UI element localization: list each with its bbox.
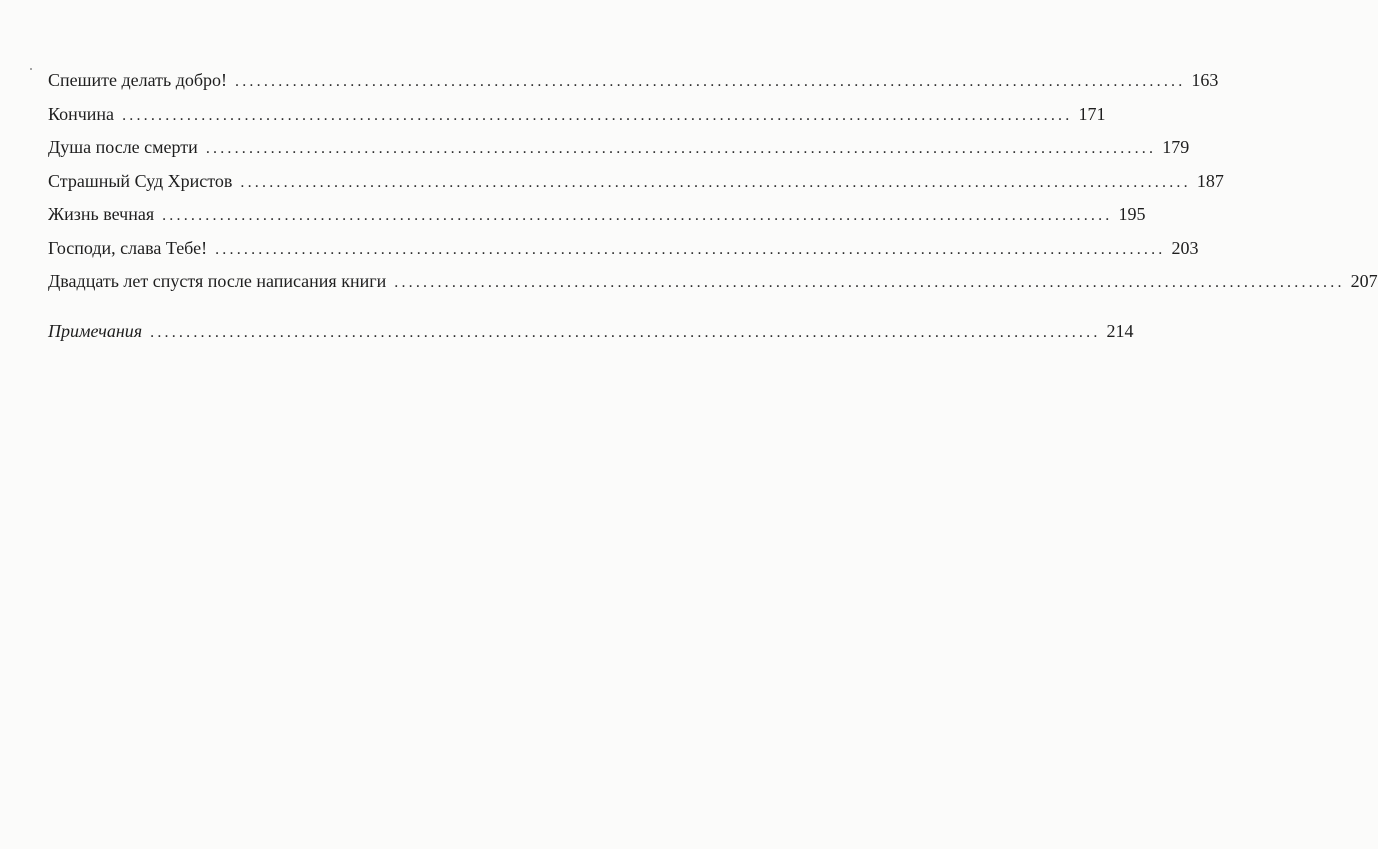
toc-entry-title: Жизнь вечная	[48, 204, 155, 224]
toc-entry-page-number: 214	[1106, 320, 1134, 341]
toc-entry-title: Примечания	[48, 320, 143, 341]
toc-entry-title: Душа после смерти	[48, 137, 198, 157]
toc-entry-title: Двадцать лет спустя после написания книги	[48, 271, 387, 291]
toc-entry-page-number: 203	[1171, 237, 1199, 258]
toc-entry-page-number: 163	[1191, 70, 1219, 90]
toc-entry-title: Господи, слава Тебе!	[48, 237, 208, 258]
toc-entry	[48, 234, 1199, 268]
toc-entry	[48, 267, 1378, 301]
paper-speck	[30, 68, 32, 70]
toc-entry	[48, 167, 1224, 201]
toc-entry-notes	[48, 317, 1134, 351]
toc-entry-title: Спешите делать добро!	[48, 70, 228, 90]
toc-entry	[48, 200, 1146, 234]
toc-entry-page-number: 187	[1196, 170, 1224, 191]
dot-leader: ....................................................................................................................................	[240, 173, 1191, 191]
dot-leader: ....................................................................................................................................	[205, 140, 1157, 157]
toc-entry	[48, 133, 1190, 167]
toc-entry-title: Кончина	[48, 103, 115, 124]
toc-entry-page-number: 171	[1078, 103, 1106, 124]
dot-leader: ....................................................................................................................................	[215, 240, 1166, 258]
dot-leader: ....................................................................................................................................	[150, 323, 1101, 341]
table-of-contents	[48, 66, 1378, 350]
dot-leader: ....................................................................................................................................	[162, 207, 1113, 224]
dot-leader: ....................................................................................................................................	[394, 274, 1345, 291]
toc-entry-page-number: 179	[1162, 137, 1190, 157]
toc-entry	[48, 100, 1106, 134]
dot-leader: ....................................................................................................................................	[122, 106, 1073, 124]
toc-entry-title: Страшный Суд Христов	[48, 170, 233, 191]
toc-entry-page-number: 195	[1118, 204, 1146, 224]
toc-entry-page-number: 207	[1350, 271, 1378, 291]
dot-leader: ....................................................................................................................................	[235, 73, 1186, 90]
toc-entry	[48, 66, 1219, 100]
